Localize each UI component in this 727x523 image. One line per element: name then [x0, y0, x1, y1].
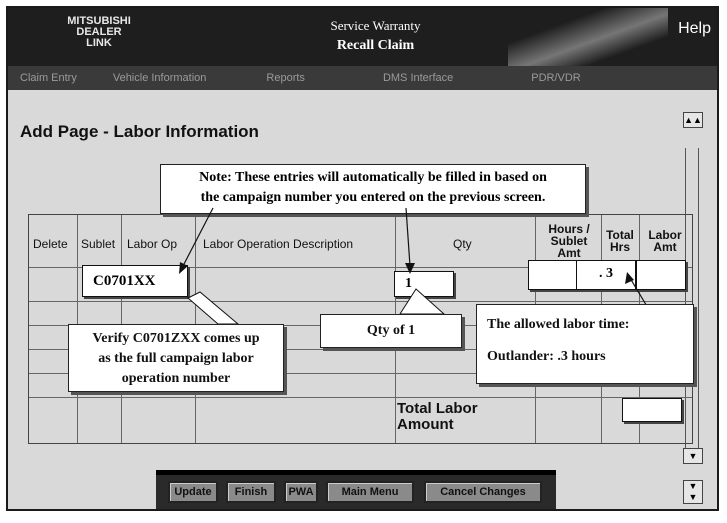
app-title-line2: Recall Claim [336, 38, 415, 53]
total-hrs-field[interactable]: . 3 [576, 260, 636, 290]
col-header-labor-op: Labor Op [127, 237, 178, 251]
note-pointer [183, 208, 213, 266]
col-header-description: Labor Operation Description [203, 237, 354, 251]
verify-pointer [188, 292, 238, 324]
qty-value: 1 [405, 276, 412, 291]
callout-pointers [8, 8, 717, 511]
nav-reports[interactable]: Reports [266, 72, 305, 84]
button-bar [156, 470, 556, 509]
qty-callout: Qty of 1 [320, 314, 462, 348]
callout-line: Verify C0701ZXX comes up [92, 331, 260, 346]
main-menu-button[interactable]: Main Menu [326, 481, 414, 503]
callout-line: The allowed labor time: [487, 317, 630, 332]
nav-claim-entry[interactable]: Claim Entry [20, 72, 77, 84]
pwa-button[interactable]: PWA [284, 481, 318, 503]
help-link[interactable]: Help [678, 20, 711, 37]
header-line: Hrs [609, 240, 630, 254]
page-title: Add Page - Labor Information [20, 122, 259, 141]
logo-line: LINK [86, 37, 112, 49]
callout-line: as the full campaign labor [98, 351, 254, 366]
total-labor-line: Total Labor [397, 400, 478, 417]
app-title-line1: Service Warranty [330, 18, 421, 33]
allowed-time-callout [476, 304, 694, 384]
callout-line: operation number [121, 371, 231, 386]
update-button[interactable]: Update [168, 481, 218, 503]
logo-line: MITSUBISHI [67, 15, 131, 27]
header-line: Sublet [550, 234, 588, 248]
header-line: Amt [653, 240, 677, 254]
scroll-end-button[interactable]: ▼ ▼ [683, 480, 703, 504]
nav-dms-interface[interactable]: DMS Interface [382, 72, 454, 84]
labor-op-field[interactable]: C0701XX [82, 265, 188, 297]
header-line: Hours / [548, 222, 590, 236]
app-window [6, 6, 719, 511]
note-line: the campaign number you entered on the previous screen. [200, 190, 546, 205]
scroll-up-button[interactable]: ▲▲ [683, 112, 703, 128]
col-header-sublet: Sublet [81, 237, 116, 251]
col-header-delete: Delete [33, 237, 68, 251]
qty-pointer [400, 289, 444, 314]
callout-line: Outlander: .3 hours [487, 349, 606, 364]
total-labor-line: Amount [397, 416, 454, 433]
logo-line: DEALER [76, 26, 122, 38]
header-line: Total [606, 228, 634, 242]
arrowhead [405, 263, 415, 274]
nav-vehicle-information[interactable]: Vehicle Information [112, 72, 207, 84]
header-line: Labor [648, 228, 682, 242]
nav-pdr-vdr[interactable]: PDR/VDR [531, 72, 581, 84]
note-pointer [406, 208, 410, 266]
verify-callout [68, 324, 284, 392]
scroll-down-button[interactable]: ▼ [683, 448, 703, 464]
arrowhead [179, 262, 188, 274]
header-line: Amt [557, 246, 581, 260]
finish-button[interactable]: Finish [226, 481, 276, 503]
cancel-changes-button[interactable]: Cancel Changes [424, 481, 542, 503]
col-header-qty: Qty [453, 237, 472, 251]
note-line: Note: These entries will automatically be filled in based on [199, 170, 547, 185]
